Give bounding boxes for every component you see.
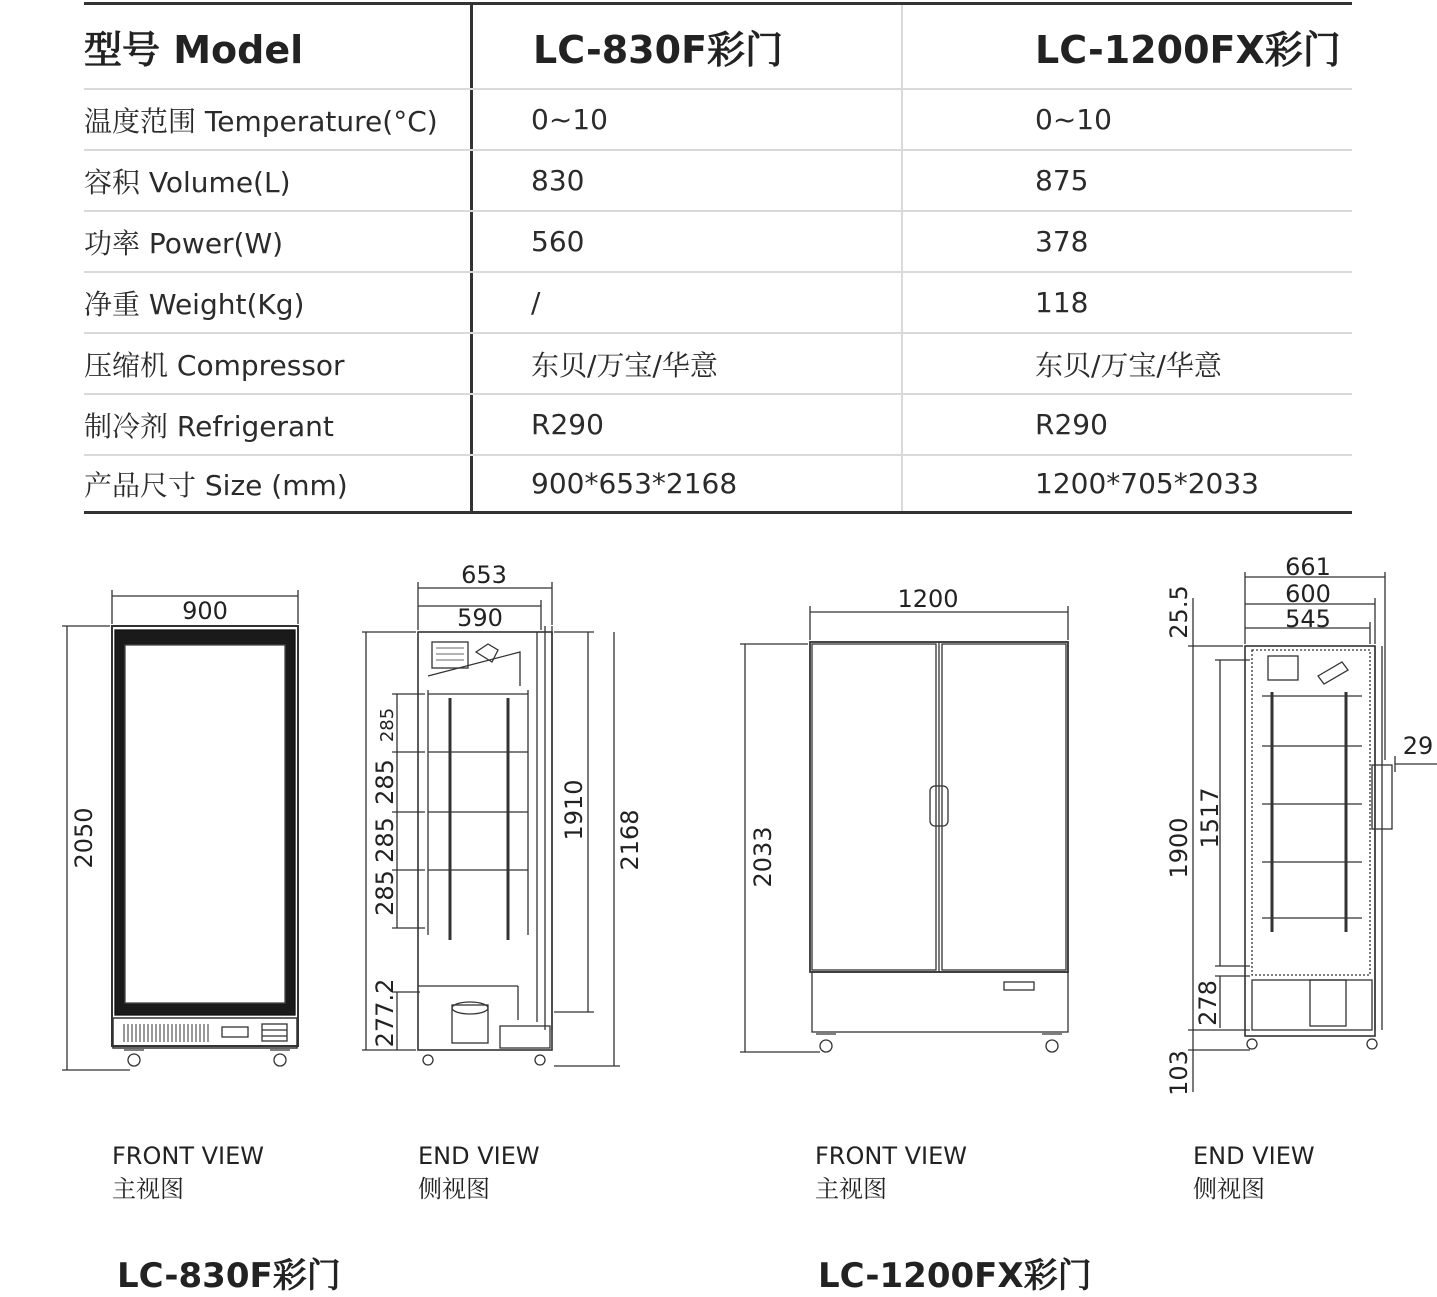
spec-value-b: 875	[1035, 164, 1089, 197]
spec-value-b: 118	[1035, 286, 1089, 319]
b-end-drawing	[1188, 572, 1437, 1092]
caption-a-front	[112, 1140, 264, 1206]
caption-b-front	[815, 1140, 967, 1206]
b-end-cabinet-label: 1900	[1165, 817, 1193, 879]
model-title-a: LC-830F彩门	[117, 1256, 341, 1296]
caption-b-end	[1193, 1140, 1315, 1206]
b-front-width-label: 1200	[897, 585, 959, 613]
spec-value-a: 0~10	[473, 90, 903, 149]
b-end-inner-label: 1517	[1196, 787, 1224, 849]
caption-end-view-cn: 侧视图	[1193, 1175, 1265, 1203]
header-model-a: LC-830F彩门	[473, 5, 903, 88]
a-end-total-height-label: 2168	[616, 809, 644, 871]
model-title-b: LC-1200FX彩门	[818, 1256, 1092, 1296]
a-end-base-label: 277.2	[371, 978, 399, 1048]
b-end-base-label: 278	[1194, 980, 1222, 1026]
spec-label: 温度范围 Temperature(°C)	[84, 90, 473, 149]
b-end-depth-3-label: 545	[1285, 605, 1331, 633]
spec-value-b: 1200*705*2033	[1035, 467, 1259, 500]
a-end-inner-height-label: 1910	[560, 779, 588, 841]
header-model-b: LC-1200FX彩门	[1035, 28, 1341, 72]
caption-a-end	[418, 1140, 540, 1206]
b-end-handle-label: 29	[1402, 732, 1434, 760]
b-front-drawing	[740, 606, 1068, 1052]
spec-value-a: R290	[473, 395, 903, 454]
spec-label: 容积 Volume(L)	[84, 151, 473, 210]
spec-value-b: 378	[1035, 225, 1089, 258]
spec-label: 净重 Weight(Kg)	[84, 273, 473, 332]
spec-label: 压缩机 Compressor	[84, 334, 473, 393]
spec-label: 产品尺寸 Size (mm)	[84, 456, 473, 511]
a-front-height-label: 2050	[70, 807, 98, 869]
b-front-height-label: 2033	[749, 826, 777, 888]
spec-value-a: 560	[473, 212, 903, 271]
b-end-feet-label: 103	[1165, 1050, 1193, 1096]
b-end-top-label: 25.5	[1165, 585, 1193, 639]
caption-end-view-en: END VIEW	[418, 1142, 540, 1170]
spec-value-b: 东贝/万宝/华意	[1035, 348, 1222, 382]
spec-label: 功率 Power(W)	[84, 212, 473, 271]
spec-value-b: R290	[1035, 408, 1108, 441]
a-front-width-label: 900	[182, 597, 228, 625]
a-end-shelf-4-label: 285	[371, 870, 399, 916]
caption-front-view-en: FRONT VIEW	[815, 1142, 968, 1170]
b-end-depth-1-label: 661	[1285, 553, 1331, 581]
a-end-shelf-2-label: 285	[371, 759, 399, 805]
spec-value-a: 900*653*2168	[473, 456, 903, 511]
spec-value-a: 东贝/万宝/华意	[473, 334, 903, 393]
spec-label: 制冷剂 Refrigerant	[84, 395, 473, 454]
caption-end-view-en: END VIEW	[1193, 1142, 1315, 1170]
caption-front-view-cn: 主视图	[112, 1175, 184, 1203]
spec-value-a: /	[473, 273, 903, 332]
a-end-depth-inner-label: 590	[457, 604, 503, 632]
caption-front-view-en: FRONT VIEW	[112, 1142, 265, 1170]
spec-value-b: 0~10	[1035, 103, 1112, 136]
a-end-shelf-3-label: 285	[371, 817, 399, 863]
spec-value-a: 830	[473, 151, 903, 210]
b-end-depth-2-label: 600	[1285, 580, 1331, 608]
caption-end-view-cn: 侧视图	[418, 1175, 490, 1203]
caption-front-view-cn: 主视图	[815, 1175, 887, 1203]
a-end-depth-outer-label: 653	[461, 561, 507, 589]
a-end-shelf-1-label: 285	[377, 707, 398, 743]
header-model-label: 型号 Model	[84, 5, 473, 88]
